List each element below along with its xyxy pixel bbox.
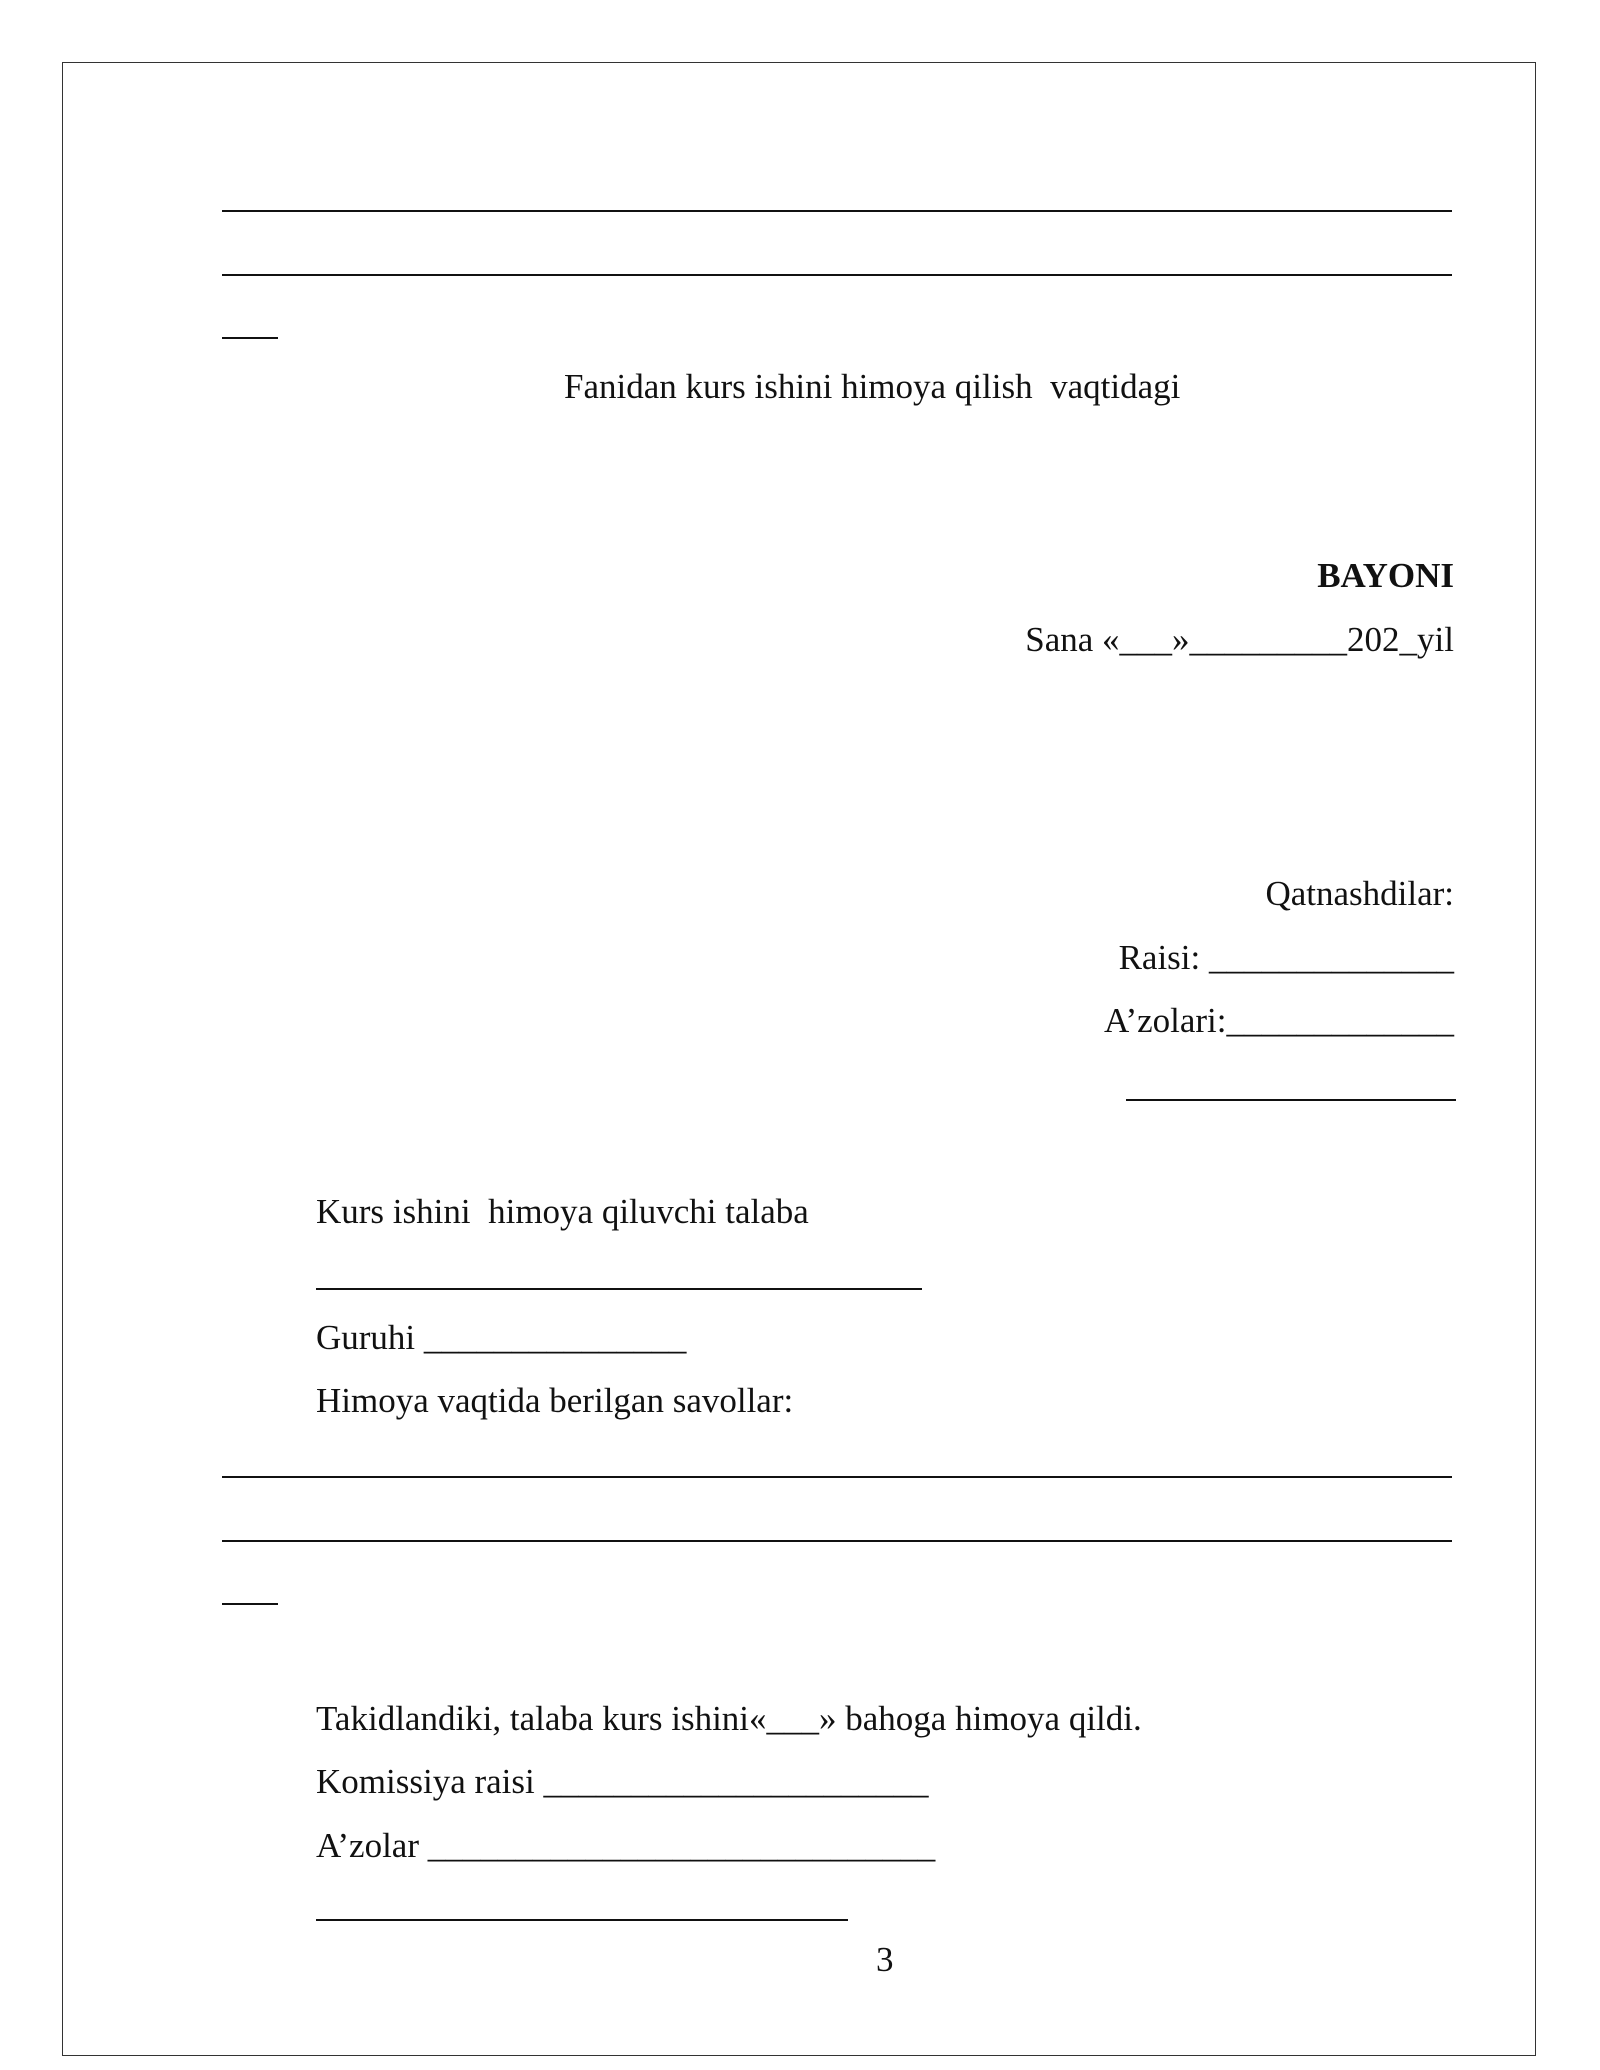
members-line: A’zolari:_____________ [1104, 1001, 1454, 1040]
blank-line-questions-3 [222, 1603, 278, 1605]
commission-chair-line: Komissiya raisi ______________________ [316, 1762, 929, 1801]
document-subtitle: Fanidan kurs ishini himoya qilish vaqtidagi [564, 367, 1181, 406]
blank-line-top-3 [222, 337, 278, 339]
student-label: Kurs ishini himoya qiluvchi talaba [316, 1192, 809, 1231]
blank-line-top-2 [222, 274, 1452, 276]
student-name-line [316, 1288, 922, 1290]
date-line: Sana «___»_________202_yil [1025, 620, 1454, 659]
commission-members-extra-line [316, 1919, 848, 1921]
blank-line-questions-2 [222, 1540, 1452, 1542]
chair-line: Raisi: ______________ [1118, 938, 1454, 977]
questions-label: Himoya vaqtida berilgan savollar: [316, 1381, 794, 1420]
group-line: Guruhi _______________ [316, 1318, 687, 1357]
document-title: BAYONI [1317, 556, 1454, 595]
participants-heading: Qatnashdilar: [1265, 874, 1454, 913]
blank-line-top-1 [222, 210, 1452, 212]
conclusion-statement: Takidlandiki, talaba kurs ishini«___» bahoga himoya qildi. [316, 1699, 1142, 1738]
blank-line-questions-1 [222, 1476, 1452, 1478]
commission-members-line: A’zolar _____________________________ [316, 1826, 936, 1865]
page-number: 3 [876, 1940, 894, 1979]
document-page [62, 62, 1536, 2056]
members-extra-line [1126, 1099, 1456, 1101]
